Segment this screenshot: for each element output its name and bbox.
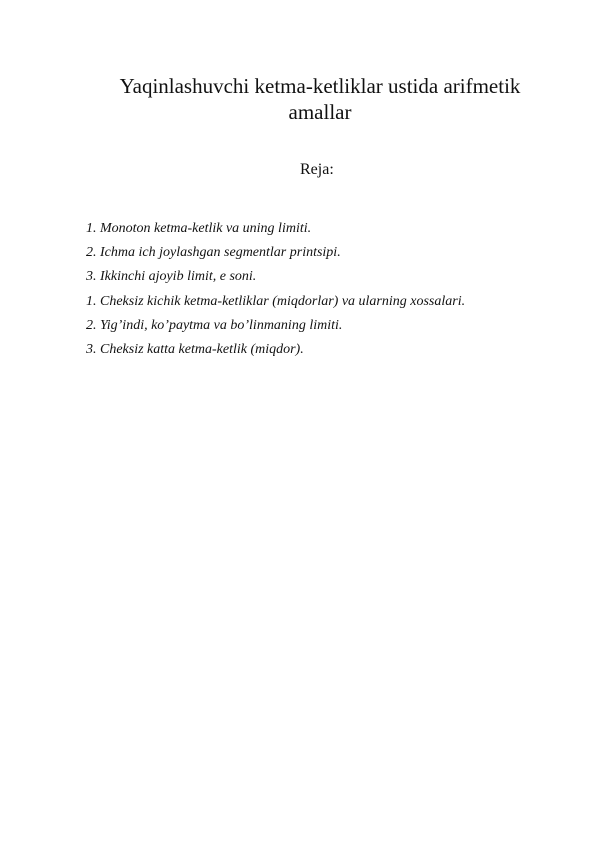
plan-item: 1. Cheksiz kichik ketma-ketliklar (miqdorlar) va ularning xossalari. xyxy=(86,293,466,309)
plan-item: 1. Monoton ketma-ketlik va uning limiti. xyxy=(86,221,312,236)
plan-item: 3. Ikkinchi ajoyib limit, e soni. xyxy=(86,269,257,285)
document-title: Yaqinlashuvchi ketma-ketliklar ustida arifmetik amallar xyxy=(119,74,521,125)
plan-item: 3. Cheksiz katta ketma-ketlik (miqdor). xyxy=(86,341,304,357)
plan-item: 2. Yig’indi, ko’paytma va bo’linmaning limiti. xyxy=(86,317,343,333)
plan-item: 2. Ichma ich joylashgan segmentlar printsipi. xyxy=(86,245,341,261)
plan-heading: Reja: xyxy=(300,161,334,178)
plan-list xyxy=(86,220,465,365)
